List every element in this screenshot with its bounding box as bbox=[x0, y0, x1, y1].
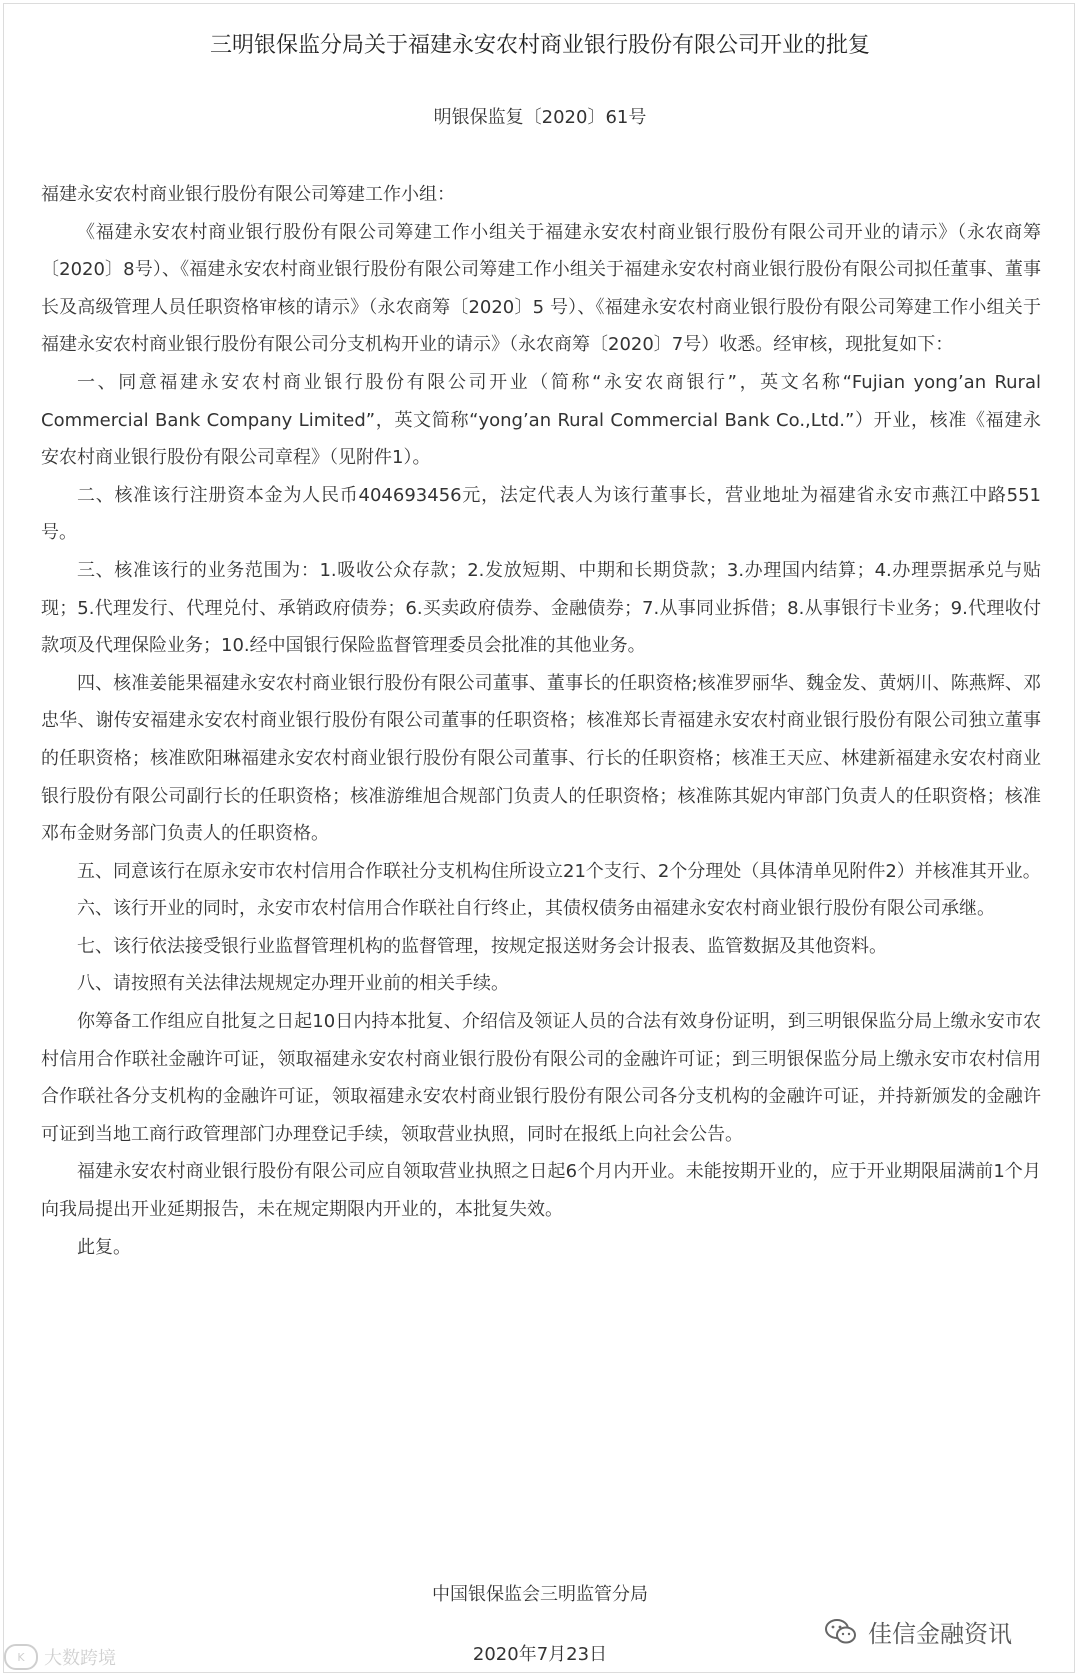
document-title: 三明银保监分局关于福建永安农村商业银行股份有限公司开业的批复 bbox=[209, 33, 870, 58]
paragraph: 六、该行开业的同时，永安市农村信用合作联社自行终止，其债权债务由福建永安农村商业银行股份有限公司承继。 bbox=[77, 898, 995, 920]
document-number: 明银保监复〔2020〕61号 bbox=[433, 107, 647, 128]
watermark-badge-icon: K bbox=[4, 1644, 38, 1670]
paragraph: 四、核准姜能果福建永安农村商业银行股份有限公司董事、董事长的任职资格;核准罗丽华、魏金发、黄炳川、陈燕辉、邓忠华、谢传安福建永安农村商业银行股份有限公司董事的任职资格；核准郑长青福建永安农村商业银行股份有限公司独立董事的任职资格；核准欧阳琳福建永安农村商业银行股份有限公司董事、行长的任职资格；核准王天应、林建新福建永安农村商业银行股份有限公司副行长的任职资格；核准游维旭合规部门负责人的任职资格；核准陈其妮内审部门负责人的任职资格；核准邓布金财务部门负责人的任职资格。 bbox=[41, 672, 1041, 845]
watermark-left bbox=[4, 1644, 116, 1670]
paragraph: 二、核准该行注册资本金为人民币404693456元，法定代表人为该行董事长，营业地址为福建省永安市燕江中路551号。 bbox=[41, 484, 1041, 544]
paragraph: 三、核准该行的业务范围为：1.吸收公众存款；2.发放短期、中期和长期贷款；3.办理国内结算；4.办理票据承兑与贴现；5.代理发行、代理兑付、承销政府债券；6.买卖政府债券、金融债券；7.从事同业拆借；8.从事银行卡业务；9.代理收付款项及代理保险业务；10.经中国银行保险监督管理委员会批准的其他业务。 bbox=[41, 559, 1041, 657]
addressee: 福建永安农村商业银行股份有限公司筹建工作小组： bbox=[41, 184, 455, 205]
signature-org: 中国银保监会三明监管分局 bbox=[432, 1584, 648, 1605]
signature-date: 2020年7月23日 bbox=[472, 1644, 608, 1665]
paragraph: 你筹备工作组应自批复之日起10日内持本批复、介绍信及领证人员的合法有效身份证明，到三明银保监分局上缴永安市农村信用合作联社金融许可证，领取福建永安农村商业银行股份有限公司的金融许可证；到三明银保监分局上缴永安市农村信用合作联社各分支机构的金融许可证，领取福建永安农村商业银行股份有限公司各分支机构的金融许可证，并持新颁发的金融许可证到当地工商行政管理部门办理登记手续，领取营业执照，同时在报纸上向社会公告。 bbox=[41, 1011, 1041, 1145]
paragraph: 一、同意福建永安农村商业银行股份有限公司开业（简称“永安农商银行”，英文名称“Fujian yong’an Rural Commercial Bank Company Limited”，英文简称“yong’an Rural Commercial Bank Co.,Ltd.”）开业，核准《福建永安农村商业银行股份有限公司章程》（见附件1）。 bbox=[41, 371, 1041, 469]
document-body bbox=[41, 176, 1041, 1266]
paragraph: 福建永安农村商业银行股份有限公司应自领取营业执照之日起6个月内开业。未能按期开业的，应于开业期限届满前1个月向我局提出开业延期报告，未在规定期限内开业的，本批复失效。 bbox=[41, 1161, 1041, 1221]
paragraph-closing: 此复。 bbox=[77, 1236, 131, 1258]
watermark-right-text: 佳信金融资讯 bbox=[868, 1620, 1012, 1648]
wechat-icon bbox=[824, 1618, 858, 1646]
paragraph: 八、请按照有关法律法规规定办理开业前的相关手续。 bbox=[77, 973, 509, 995]
paragraph: 《福建永安农村商业银行股份有限公司筹建工作小组关于福建永安农村商业银行股份有限公司开业的请示》（永农商筹〔2020〕8号）、《福建永安农村商业银行股份有限公司筹建工作小组关于福建永安农村商业银行股份有限公司拟任董事、董事长及高级管理人员任职资格审核的请示》（永农商筹〔2020〕5 号）、《福建永安农村商业银行股份有限公司筹建工作小组关于福建永安农村商业银行股份有限公司分支机构开业的请示》（永农商筹〔2020〕7号）收悉。经审核，现批复如下： bbox=[41, 221, 1041, 356]
paragraph: 七、该行依法接受银行业监督管理机构的监督管理，按规定报送财务会计报表、监管数据及其他资料。 bbox=[77, 935, 887, 957]
paragraph: 五、同意该行在原永安市农村信用合作联社分支机构住所设立21个支行、2个分理处（具体清单见附件2）并核准其开业。 bbox=[77, 860, 1041, 882]
watermark-right bbox=[824, 1614, 1012, 1649]
watermark-left-text: 大数跨境 bbox=[44, 1648, 116, 1669]
